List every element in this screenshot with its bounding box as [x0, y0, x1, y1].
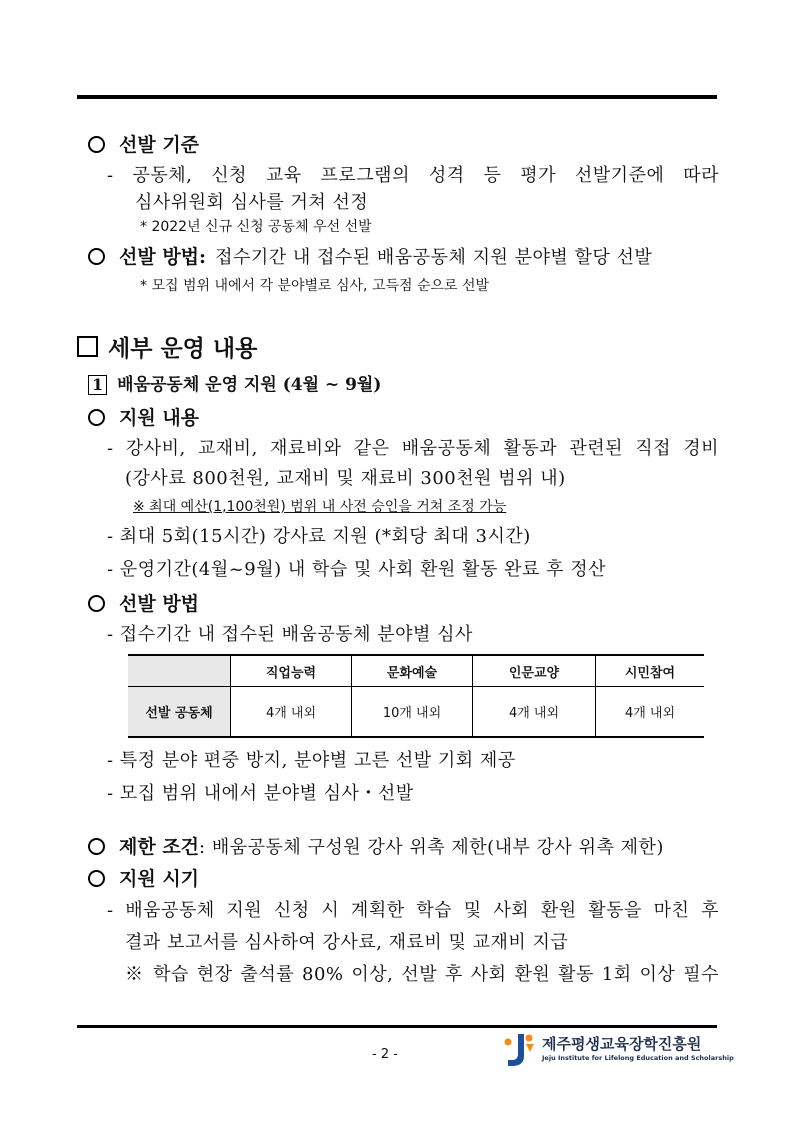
criteria-note: * 2022년 신규 신청 공동체 우선 선발 — [140, 219, 372, 235]
timing-heading-text: 지원 시기 — [119, 868, 200, 890]
timing-heading — [88, 864, 199, 891]
support-line4: - 운영기간(4월~9월) 내 학습 및 사회 환원 활동 완료 후 정산 — [107, 559, 606, 580]
org-name: 제주평생교육장학진흥원 — [542, 1035, 702, 1053]
selection-line2: - 특정 분야 편중 방지, 분야별 고른 선발 기회 제공 — [107, 750, 516, 771]
timing-line1: - 배움공동체 지원 신청 시 계획한 학습 및 사회 환원 활동을 마친 후 — [107, 900, 719, 921]
circle-bullet-icon — [88, 595, 105, 612]
criteria-line1: - 공동체, 신청 교육 프로그램의 성격 등 평가 선발기준에 따라 — [107, 165, 719, 186]
table-header-cell: 인문교양 — [473, 655, 596, 687]
table-row-label: 선발 공동체 — [128, 687, 231, 738]
method-top-text: 접수기간 내 접수된 배움공동체 지원 분야별 할당 선발 — [215, 247, 653, 268]
table-cell: 4개 내외 — [473, 687, 596, 738]
criteria-line2: 심사위원회 심사를 거쳐 선정 — [135, 192, 369, 213]
criteria-heading — [88, 130, 199, 157]
method-top-heading: 선발 방법: — [119, 246, 207, 268]
detail-title-text: 세부 운영 내용 — [108, 336, 258, 362]
detail-title — [77, 330, 257, 363]
section-number-box: 1 — [88, 375, 107, 395]
bottom-rule — [77, 1025, 717, 1028]
restriction-heading: 제한 조건 — [119, 836, 200, 858]
circle-bullet-icon — [88, 838, 105, 855]
selection-heading-text: 선발 방법 — [119, 593, 200, 615]
selection-line3: - 모집 범위 내에서 분야별 심사・선발 — [107, 783, 414, 804]
org-logo-icon — [502, 1030, 538, 1070]
table-header-cell: 문화예술 — [352, 655, 473, 687]
table-cell: 10개 내외 — [352, 687, 473, 738]
timing-line2: 결과 보고서를 심사하여 강사료, 재료비 및 교재비 지급 — [125, 932, 569, 953]
selection-line1: - 접수기간 내 접수된 배움공동체 분야별 심사 — [107, 624, 473, 645]
support-heading — [88, 403, 199, 430]
table-row — [128, 687, 704, 738]
restriction-text: : 배움공동체 구성원 강사 위촉 제한(내부 강사 위촉 제한) — [199, 837, 664, 858]
table-header-cell: 직업능력 — [231, 655, 352, 687]
support-line1: - 강사비, 교재비, 재료비와 같은 배움공동체 활동과 관련된 직접 경비 — [107, 438, 719, 459]
table-header-row — [128, 655, 704, 687]
support-heading-text: 지원 내용 — [119, 407, 200, 429]
circle-bullet-icon — [88, 409, 105, 426]
sub-title-text: 배움공동체 운영 지원 (4월 ~ 9월) — [117, 375, 382, 395]
square-bullet-icon — [77, 336, 98, 357]
table-header-cell: 시민참여 — [596, 655, 705, 687]
timing-line3: ※ 학습 현장 출석률 80% 이상, 선발 후 사회 환원 활동 1회 이상 필수 — [125, 964, 719, 985]
restriction-line — [88, 832, 664, 859]
page-number: - 2 - — [372, 1047, 398, 1062]
top-rule — [77, 95, 717, 99]
support-line2: (강사료 800천원, 교재비 및 재료비 300천원 범위 내) — [125, 468, 566, 489]
method-top-note: * 모집 범위 내에서 각 분야별로 심사, 고득점 순으로 선발 — [140, 278, 490, 294]
selection-heading — [88, 589, 199, 616]
support-line3: - 최대 5회(15시간) 강사료 지원 (*회당 최대 3시간) — [107, 526, 531, 547]
table-cell: 4개 내외 — [596, 687, 705, 738]
criteria-heading-text: 선발 기준 — [119, 134, 200, 156]
table-cell: 4개 내외 — [231, 687, 352, 738]
method-top-line — [88, 242, 652, 269]
org-logo — [502, 1030, 734, 1070]
support-note: ※ 최대 예산(1,100천원) 범위 내 사전 승인을 거쳐 조정 가능 — [133, 499, 507, 515]
sub-title — [88, 370, 381, 395]
circle-bullet-icon — [88, 136, 105, 153]
org-subtitle: Jeju Institute for Lifelong Education and Scholarship — [542, 1054, 734, 1062]
circle-bullet-icon — [88, 870, 105, 887]
circle-bullet-icon — [88, 248, 105, 265]
selection-table — [128, 654, 704, 738]
table-corner-cell — [128, 655, 231, 687]
